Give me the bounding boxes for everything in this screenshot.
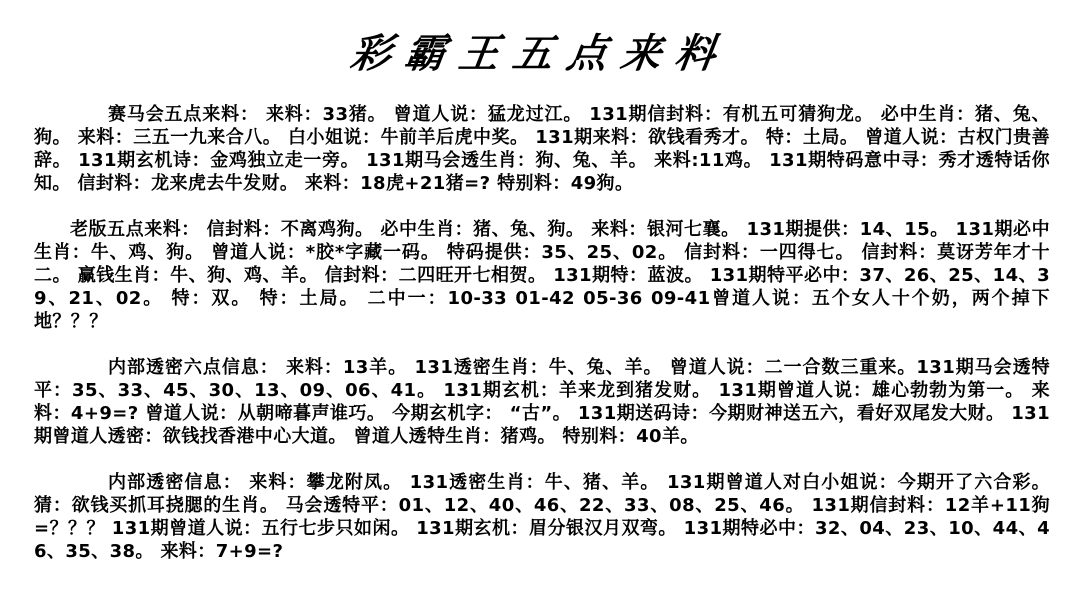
paragraph-internal-six: 内部透密六点信息： 来料：13羊。 131透密生肖：牛、兔、羊。 曾道人说：二一合数三重来。131期马会透特平：35、33、45、30、13、09、06、41。 131期玄机：羊来龙到猪发财。 131期曾道人说：雄心勃勃为第一。 来料：4+9=? 曾道人说：从朝啼暮声谁巧。 今期玄机字： “古”。 131期送码诗：今期财神送五六，看好双尾发大财。 131期曾道人透密：欲钱找香港中心大道。 曾道人透特生肖：猪鸡。 特别料：40羊。: [34, 357, 1050, 447]
page-title: 彩霸王五点来料: [347, 30, 733, 77]
paragraph-horse-club: 赛马会五点来料： 来料：33猪。 曾道人说：猛龙过江。 131期信封料：有机五可猜狗龙。 必中生肖：猪、兔、狗。 来料：三五一九来合八。 白小姐说：牛前羊后虎中奖。 131期来料：欲钱看秀才。 特：土局。 曾道人说：古权门贵善辞。 131期玄机诗：金鸡独立走一旁。 131期马会透生肖：狗、兔、羊。 来料:11鸡。 131期特码意中寻：秀才透特话你知。 信封料：龙来虎去牛发财。 来料：18虎+21猪=? 特别料：49狗。: [34, 104, 1050, 194]
paragraph-internal-info: 内部透密信息： 来料：攀龙附凤。 131透密生肖：牛、猪、羊。 131期曾道人对白小姐说：今期开了六合彩。 猜：欲钱买抓耳挠腮的生肖。 马会透特平：01、12、40、46、22、33、08、25、46。 131期信封料：12羊+11狗=？？？ 131期曾道人说：五行七步只如闲。 131期玄机：眉分银汉月双弯。 131期特必中：32、04、23、10、44、46、35、38。 来料：7+9=?: [34, 472, 1050, 562]
article-body: [34, 103, 1050, 586]
paragraph-old-version: 老版五点来料： 信封料：不离鸡狗。 必中生肖：猪、兔、狗。 来料：银河七襄。 131期提供：14、15。 131期必中生肖：牛、鸡、狗。 曾道人说：*胶*字藏一码。 特码提供：35、25、02。 信封料：一四得七。 信封料：莫讶芳年才十二。 赢钱生肖：牛、狗、鸡、羊。 信封料：二四旺开七相贺。 131期特：蓝波。 131期特平必中：37、26、25、14、39、21、02。 特：双。 特：土局。 二中一：10-33 01-42 05-36 09-41曾道人说：五个女人十个奶，两个掉下地？？？: [34, 219, 1050, 332]
